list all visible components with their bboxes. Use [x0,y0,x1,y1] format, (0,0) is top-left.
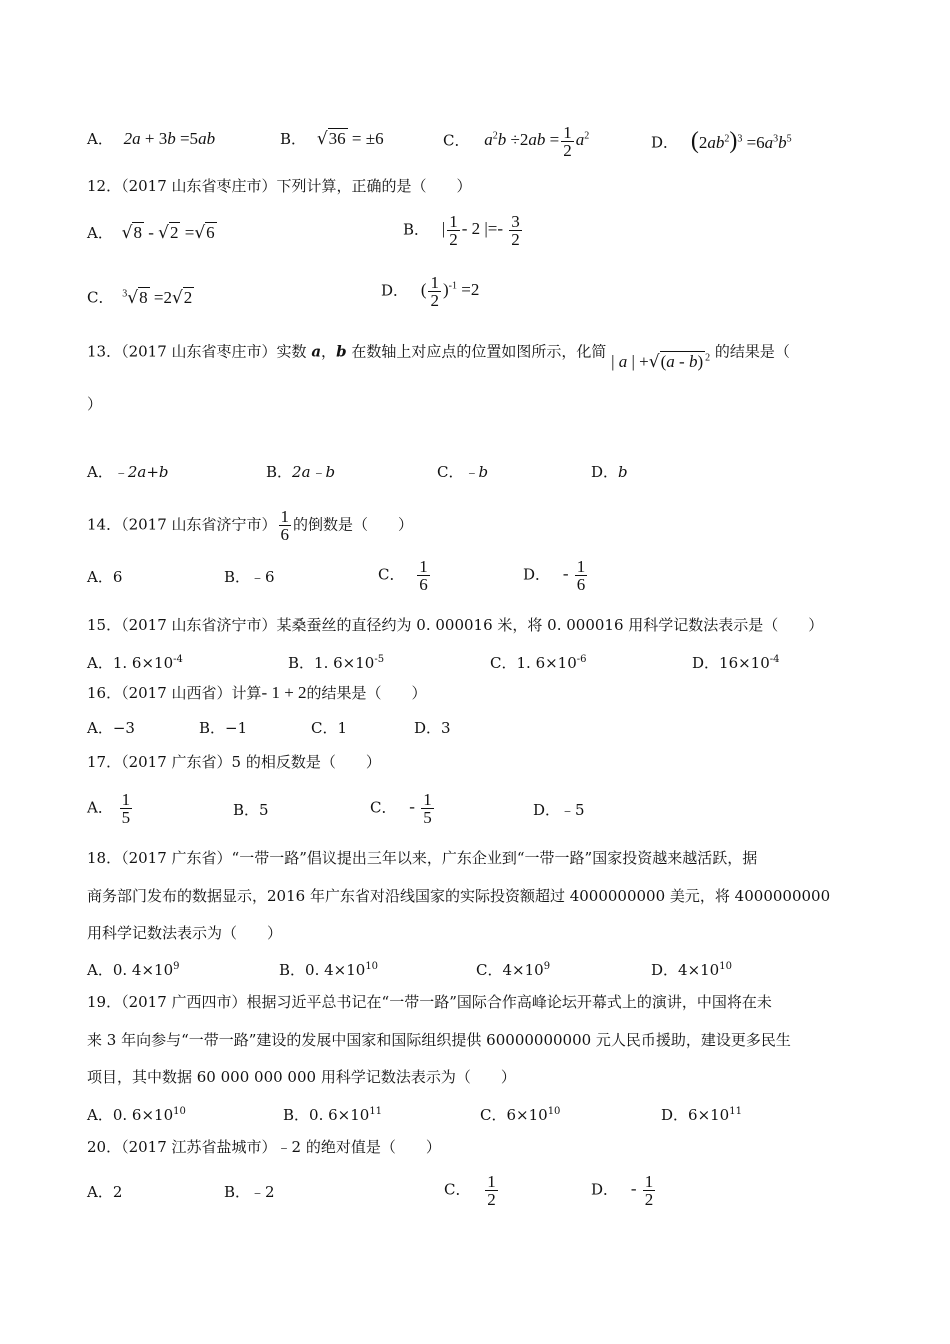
q20-option-c[interactable]: C． $\frac{1}{2}$ [444,1172,496,1209]
q17-stem: 17．（2017 广东省）5 的相反数是（ ） [87,753,381,771]
q18-option-a[interactable]: A．0. $4\times 10^9$ [87,961,180,979]
q19-line1: 19．（2017 广西四市）根据习近平总书记在“一带一路”国际合作高峰论坛开幕式上的演讲，中国将在未 [87,993,772,1011]
q14-stem: 14．（2017 山东省济宁市） $\frac{1}{6}$ 的倒数是（ ） [87,507,414,544]
q11-option-a-expr: 2a + 3b =5ab [123,129,216,148]
q13-option-c[interactable]: C．﹣b [437,463,489,481]
q14-option-d-expr: - $\frac{1}{6}$ [562,557,586,594]
q16-option-d[interactable]: D．3 [414,719,451,737]
q12-option-b[interactable]: B． | $\frac{1}{2}$ - 2 |=- $\frac{3}{2}$ [403,213,524,248]
q19-option-d[interactable]: D．$6\times 10^{11}$ [661,1106,742,1124]
q12-option-a-expr: √8 - √2 =√6 [121,223,215,243]
q12-option-d-expr: ( $\frac{1}{2}$ )$^{-1}$ =2 [420,273,480,310]
q16-option-b[interactable]: B．−1 [199,719,248,737]
q17-option-c[interactable]: C． - $\frac{1}{5}$ [370,791,436,826]
q18-option-c[interactable]: C．$4\times 10^9$ [476,961,551,979]
q13-option-a[interactable]: A．﹣2a+b [87,463,169,481]
q17-option-c-expr: - $\frac{1}{5}$ [409,790,432,827]
q15-option-d[interactable]: D．$16\times 10^{-4}$ [692,654,780,672]
q14-option-b[interactable]: B．﹣6 [224,568,275,586]
q15-option-b[interactable]: B．1. $6\times 10^{-5}$ [288,654,385,672]
q12-stem: 12．（2017 山东省枣庄市）下列计算，正确的是（ ） [87,177,472,195]
q20-option-a[interactable]: A．2 [87,1183,123,1201]
q14-fraction: $\frac{1}{6}$ [280,507,290,544]
q17-option-b[interactable]: B．5 [233,801,269,819]
q19-option-a[interactable]: A．0. $6\times 10^{10}$ [87,1106,186,1124]
q13-option-d[interactable]: D．b [591,463,628,481]
q12-option-b-expr: | $\frac{1}{2}$ - 2 |=- $\frac{3}{2}$ [441,212,520,249]
q18-option-d[interactable]: D．$4\times 10^{10}$ [651,961,732,979]
q16-stem: 16．（2017 山西省）计算- 1 + 2的结果是（ ） [87,683,427,702]
q18-line1: 18．（2017 广东省）“一带一路”倡议提出三年以来，广东企业到“一带一路”国家投资越来越活跃，据 [87,849,758,867]
q11-option-d[interactable]: D． $(2ab^2)^3 =6a^3b^5$ [651,127,792,154]
q18-option-b[interactable]: B．0. $4\times 10^{10}$ [279,961,379,979]
q12-option-a[interactable]: A． √8 - √2 =√6 [87,223,215,243]
q20-stem: 20．（2017 江苏省盐城市）﹣2 的绝对值是（ ） [87,1138,441,1156]
q15-option-c[interactable]: C．1. $6\times 10^{-6}$ [490,654,587,672]
q13-stem-close: ） [87,395,103,413]
q11-option-b-expr: √36 = ±6 [316,129,384,149]
q20-option-d-expr: - $\frac{1}{2}$ [630,1172,654,1209]
q12-option-c[interactable]: C． $^3$√8 =2√2 [87,287,193,308]
q15-stem: 15．（2017 山东省济宁市）某桑蚕丝的直径约为 0. 000016 米，将 0. 000016 用科学记数法表示是（ ） [87,616,824,634]
q18-line2: 商务部门发布的数据显示，2016 年广东省对沿线国家的实际投资额超过 4000000000 美元，将 4000000000 [87,887,831,905]
q14-option-c[interactable]: C． $\frac{1}{6}$ [378,557,428,594]
q13-expression: | a | +√(a - b) $^2$ [611,351,711,372]
q15-option-a[interactable]: A．1. $6\times 10^{-4}$ [87,654,183,672]
q17-option-d[interactable]: D．﹣5 [533,801,585,819]
q14-option-d[interactable]: D． - $\frac{1}{6}$ [523,558,589,593]
q19-line3: 项目，其中数据 60 000 000 000 用科学记数法表示为（ ） [87,1068,516,1086]
q17-option-a[interactable]: A． $\frac{1}{5}$ [87,790,131,827]
q14-option-a[interactable]: A．6 [87,568,123,586]
q20-option-c-fraction: $\frac{1}{2}$ [487,1172,496,1209]
q17-option-a-fraction: $\frac{1}{5}$ [121,790,131,827]
q19-option-b[interactable]: B．0. $6\times 10^{11}$ [283,1106,383,1124]
q12-option-c-expr: $^3$√8 =2√2 [122,287,193,308]
q19-option-c[interactable]: C．$6\times 10^{10}$ [480,1106,561,1124]
q16-option-a[interactable]: A．−3 [87,719,135,737]
q16-option-c[interactable]: C．1 [311,719,348,737]
q11-option-a[interactable]: A． 2a + 3b =5ab [87,129,216,148]
q20-option-d[interactable]: D． - $\frac{1}{2}$ [591,1173,657,1208]
q11-option-c[interactable]: C． $a^2b \div 2ab$ = $\frac{1}{2}$ $a^2$ [443,123,590,160]
q11-option-d-expr: $(2ab^2)^3 =6a^3b^5$ [690,127,792,154]
q19-line2: 来 3 年向参与“一带一路”建设的发展中国家和国际组织提供 60000000000 元人民币援助，建设更多民生 [87,1031,791,1049]
q13-option-b[interactable]: B．2a﹣b [266,463,336,481]
q18-line3: 用科学记数法表示为（ ） [87,924,283,942]
q13-stem: 13．（2017 山东省枣庄市）实数 a，b 在数轴上对应点的位置如图所示，化简 | a | +√(a - b) $^2$ 的结果是（ [87,342,790,372]
q14-option-c-fraction: $\frac{1}{6}$ [419,557,428,594]
q20-option-b[interactable]: B．﹣2 [224,1183,275,1201]
q12-option-d[interactable]: D． ( $\frac{1}{2}$ )$^{-1}$ =2 [381,273,480,310]
q11-option-b[interactable]: B． √36 = ±6 [280,129,384,149]
q11-option-c-expr: $a^2b \div 2ab$ = $\frac{1}{2}$ $a^2$ [484,123,590,160]
